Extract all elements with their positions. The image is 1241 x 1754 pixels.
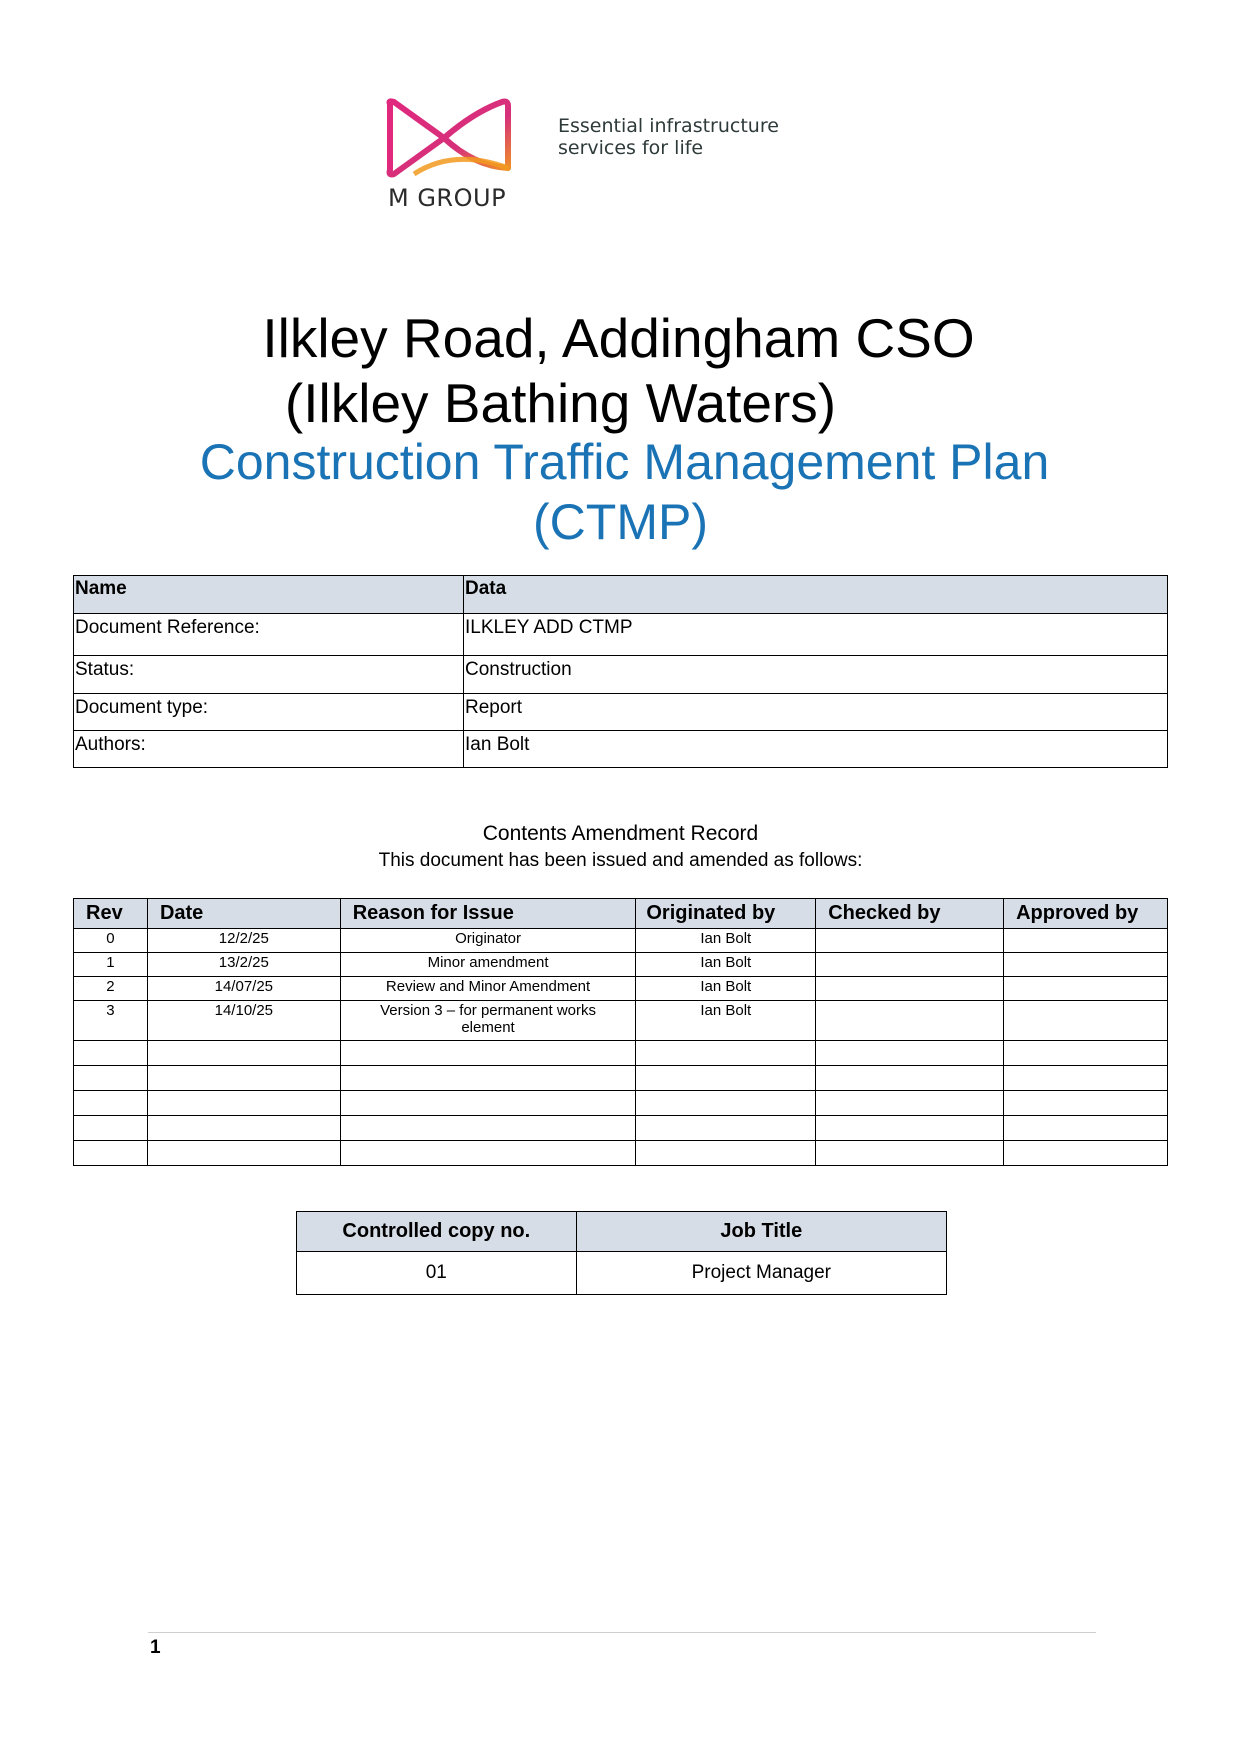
document-subtitle-line-1: Construction Traffic Management Plan: [199, 434, 1050, 490]
approved-cell: [1004, 1116, 1168, 1141]
header-rev: Rev: [74, 899, 148, 929]
table-row-empty: [74, 1041, 1168, 1066]
document-title-line-1: Ilkley Road, Addingham CSO: [262, 307, 975, 369]
checked-cell: [816, 1116, 1004, 1141]
checked-cell: [816, 929, 1004, 953]
value-cell: Ian Bolt: [464, 731, 1168, 768]
date-cell: [147, 1066, 340, 1091]
header-name: Name: [74, 576, 464, 614]
reason-cell: Review and Minor Amendment: [340, 977, 636, 1001]
originated-cell: [636, 1041, 816, 1066]
rev-cell: 2: [74, 977, 148, 1001]
reason-cell: [340, 1116, 636, 1141]
tagline-line-2: services for life: [558, 137, 704, 159]
date-cell: [147, 1116, 340, 1141]
document-title-line-2: (Ilkley Bathing Waters): [284, 372, 837, 434]
date-cell: 13/2/25: [147, 953, 340, 977]
table-row: [74, 694, 1168, 731]
date-cell: [147, 1091, 340, 1116]
m-group-logo-mark-icon: [384, 96, 514, 180]
reason-cell: [340, 1041, 636, 1066]
date-cell: [147, 1041, 340, 1066]
footer-divider: [148, 1632, 1096, 1633]
originated-cell: Ian Bolt: [636, 953, 816, 977]
checked-cell: [816, 1041, 1004, 1066]
checked-cell: [816, 953, 1004, 977]
approved-cell: [1004, 1141, 1168, 1166]
reason-cell: Minor amendment: [340, 953, 636, 977]
document-info-table: [73, 575, 1168, 768]
header-originated: Originated by: [636, 899, 816, 929]
originated-cell: [636, 1066, 816, 1091]
originated-cell: [636, 1141, 816, 1166]
table-header-row: [74, 576, 1168, 614]
rev-cell: [74, 1141, 148, 1166]
table-row-empty: [74, 1091, 1168, 1116]
approved-cell: [1004, 1041, 1168, 1066]
header-date: Date: [147, 899, 340, 929]
reason-cell: [340, 1141, 636, 1166]
rev-cell: [74, 1091, 148, 1116]
checked-cell: [816, 977, 1004, 1001]
originated-cell: Ian Bolt: [636, 929, 816, 953]
amendment-heading: Contents Amendment Record: [482, 822, 759, 845]
header-checked: Checked by: [816, 899, 1004, 929]
label-cell: Document type:: [74, 694, 464, 731]
table-row-empty: [74, 1116, 1168, 1141]
logo-tagline: [558, 115, 779, 159]
rev-cell: 0: [74, 929, 148, 953]
originated-cell: [636, 1116, 816, 1141]
value-cell: Report: [464, 694, 1168, 731]
rev-cell: 3: [74, 1001, 148, 1041]
value-cell: Construction: [464, 656, 1168, 694]
table-row: [74, 731, 1168, 768]
originated-cell: Ian Bolt: [636, 1001, 816, 1041]
header-data: Data: [464, 576, 1168, 614]
table-row-empty: [74, 1066, 1168, 1091]
reason-cell: [340, 1066, 636, 1091]
table-row: [74, 614, 1168, 656]
checked-cell: [816, 1091, 1004, 1116]
rev-cell: [74, 1041, 148, 1066]
approved-cell: [1004, 1091, 1168, 1116]
table-row: [74, 953, 1168, 977]
table-row: [74, 656, 1168, 694]
checked-cell: [816, 1141, 1004, 1166]
job-title-cell: Project Manager: [576, 1252, 946, 1295]
table-row: [297, 1252, 947, 1295]
date-cell: [147, 1141, 340, 1166]
checked-cell: [816, 1066, 1004, 1091]
approved-cell: [1004, 953, 1168, 977]
amendment-table: [73, 898, 1168, 1166]
rev-cell: 1: [74, 953, 148, 977]
table-header-row: [297, 1212, 947, 1252]
header-job-title: Job Title: [576, 1212, 946, 1252]
reason-cell: [340, 1091, 636, 1116]
controlled-copy-table: [296, 1211, 947, 1295]
table-header-row: [74, 899, 1168, 929]
label-cell: Status:: [74, 656, 464, 694]
value-cell: ILKLEY ADD CTMP: [464, 614, 1168, 656]
copy-no-cell: 01: [297, 1252, 577, 1295]
date-cell: 12/2/25: [147, 929, 340, 953]
page-number: 1: [150, 1637, 161, 1658]
tagline-line-1: Essential infrastructure: [558, 115, 779, 137]
company-logo: [384, 96, 524, 216]
document-subtitle-line-2: (CTMP): [533, 494, 708, 550]
label-cell: Document Reference:: [74, 614, 464, 656]
reason-cell: Originator: [340, 929, 636, 953]
date-cell: 14/10/25: [147, 1001, 340, 1041]
table-row: [74, 1001, 1168, 1041]
header-approved: Approved by: [1004, 899, 1168, 929]
rev-cell: [74, 1066, 148, 1091]
amendment-subheading: This document has been issued and amended as follows:: [378, 850, 863, 871]
date-cell: 14/07/25: [147, 977, 340, 1001]
header-reason: Reason for Issue: [340, 899, 636, 929]
logo-wordmark: M GROUP: [388, 184, 507, 212]
approved-cell: [1004, 1001, 1168, 1041]
table-row: [74, 929, 1168, 953]
originated-cell: [636, 1091, 816, 1116]
approved-cell: [1004, 929, 1168, 953]
checked-cell: [816, 1001, 1004, 1041]
approved-cell: [1004, 1066, 1168, 1091]
table-row: [74, 977, 1168, 1001]
label-cell: Authors:: [74, 731, 464, 768]
header-copy-no: Controlled copy no.: [297, 1212, 577, 1252]
rev-cell: [74, 1116, 148, 1141]
approved-cell: [1004, 977, 1168, 1001]
originated-cell: Ian Bolt: [636, 977, 816, 1001]
amendment-table-body: [74, 929, 1168, 1166]
table-row-empty: [74, 1141, 1168, 1166]
reason-cell: Version 3 – for permanent works element: [340, 1001, 636, 1041]
